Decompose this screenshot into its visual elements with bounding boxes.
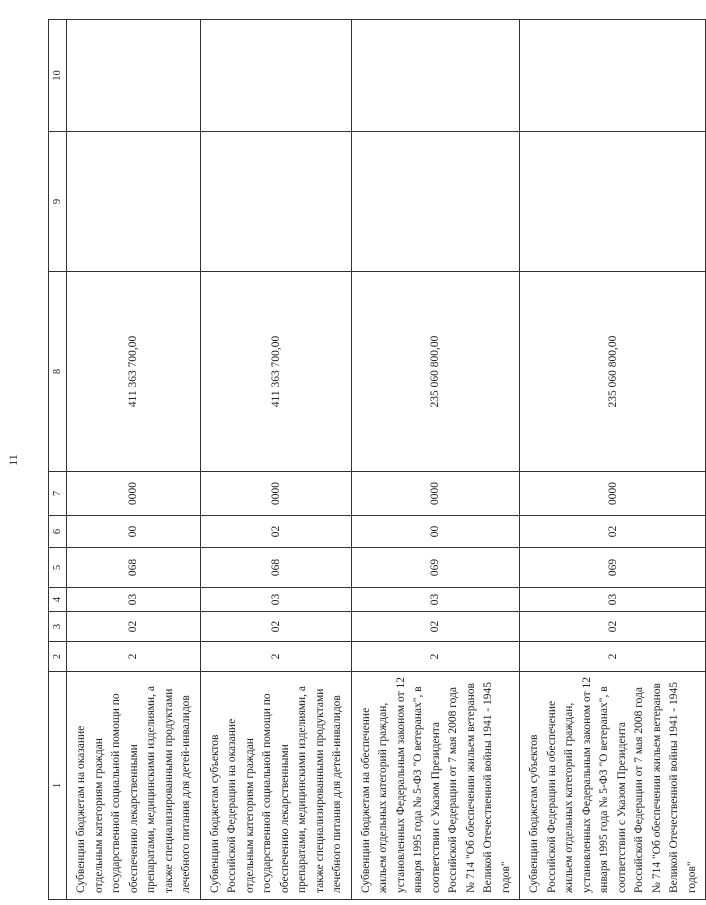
- code-cell: 02: [520, 612, 706, 642]
- empty-cell: [351, 20, 520, 132]
- code-cell: 0000: [67, 472, 201, 516]
- col-header-3: 3: [49, 612, 67, 642]
- col-header-8: 8: [49, 272, 67, 472]
- table-row: [200, 20, 351, 900]
- code-cell: 069: [520, 548, 706, 588]
- col-header-7: 7: [49, 472, 67, 516]
- empty-cell: [351, 132, 520, 272]
- table-row: [520, 20, 706, 900]
- code-cell: 03: [351, 588, 520, 612]
- code-cell: 069: [351, 548, 520, 588]
- amount-cell: 235 060 800,00: [520, 272, 706, 472]
- code-cell: 2: [67, 642, 201, 672]
- col-header-9: 9: [49, 132, 67, 272]
- code-cell: 0000: [520, 472, 706, 516]
- col-header-1: 1: [49, 672, 67, 900]
- row-description: Субвенции бюджетам на оказание отдельным категориям граждан государственной социальной помощи по обеспечению лекарственными препаратами, медицинскими изделиями, а также специализированными продуктами лечебного питания для детей-инвалидов: [67, 672, 201, 900]
- col-header-10: 10: [49, 20, 67, 132]
- code-cell: 0000: [200, 472, 351, 516]
- code-cell: 2: [351, 642, 520, 672]
- code-cell: 00: [67, 516, 201, 548]
- code-cell: 03: [520, 588, 706, 612]
- code-cell: 068: [200, 548, 351, 588]
- code-cell: 02: [520, 516, 706, 548]
- empty-cell: [200, 20, 351, 132]
- row-description: Субвенции бюджетам на обеспечение жильем отдельных категорий граждан, установленных Федеральным законом от 12 января 1995 года № 5-ФЗ "О ветеранах", в соответствии с Указом Президента Российской Федерации от 7 мая 2008 года № 714 "Об обеспечении жильем ветеранов Великой Отечественной войны 1941 - 1945 годов": [351, 672, 520, 900]
- code-cell: 02: [200, 516, 351, 548]
- row-description: Субвенции бюджетам субъектов Российской Федерации на обеспечение жильем отдельных категорий граждан, установленных Федеральным законом от 12 января 1995 года № 5-ФЗ "О ветеранах", в соответствии с Указом Президента Российской Федерации от 7 мая 2008 года № 714 "Об обеспечении жильем ветеранов Великой Отечественной войны 1941 - 1945 годов": [520, 672, 706, 900]
- amount-cell: 411 363 700,00: [67, 272, 201, 472]
- empty-cell: [67, 20, 201, 132]
- col-header-5: 5: [49, 548, 67, 588]
- rotated-content: [6, 20, 698, 900]
- budget-table: [48, 19, 706, 900]
- table-row: [67, 20, 201, 900]
- row-description: Субвенции бюджетам субъектов Российской Федерации на оказание отдельным категориям граждан государственной социальной помощи по обеспечению лекарственными препаратами, медицинскими изделиями, а также специализированными продуктами лечебного питания для детей-инвалидов: [200, 672, 351, 900]
- code-cell: 068: [67, 548, 201, 588]
- header-row: [49, 20, 67, 900]
- code-cell: 2: [200, 642, 351, 672]
- empty-cell: [200, 132, 351, 272]
- empty-cell: [520, 132, 706, 272]
- code-cell: 03: [67, 588, 201, 612]
- code-cell: 03: [200, 588, 351, 612]
- col-header-4: 4: [49, 588, 67, 612]
- table-row: [351, 20, 520, 900]
- page-number: 11: [6, 454, 20, 466]
- code-cell: 02: [67, 612, 201, 642]
- col-header-2: 2: [49, 642, 67, 672]
- code-cell: 02: [200, 612, 351, 642]
- amount-cell: 235 060 800,00: [351, 272, 520, 472]
- code-cell: 02: [351, 612, 520, 642]
- code-cell: 0000: [351, 472, 520, 516]
- empty-cell: [67, 132, 201, 272]
- code-cell: 2: [520, 642, 706, 672]
- amount-cell: 411 363 700,00: [200, 272, 351, 472]
- code-cell: 00: [351, 516, 520, 548]
- col-header-6: 6: [49, 516, 67, 548]
- empty-cell: [520, 20, 706, 132]
